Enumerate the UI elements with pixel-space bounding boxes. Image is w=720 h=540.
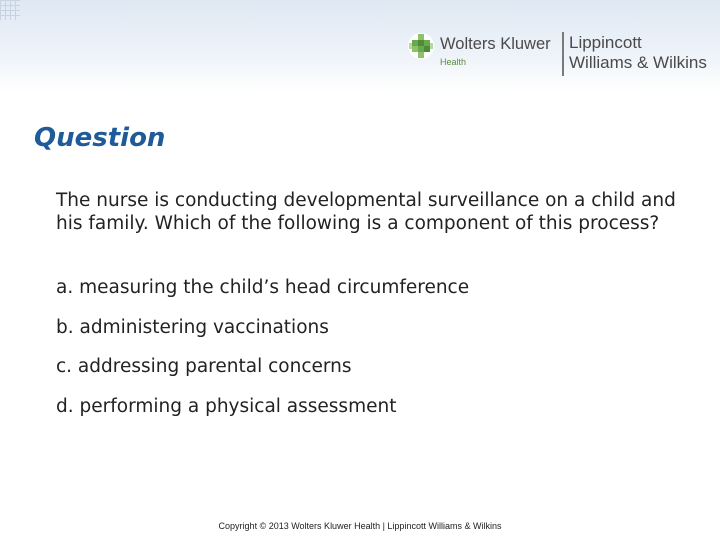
answer-option-d: d. performing a physical assessment (56, 396, 397, 417)
publisher-logo (407, 28, 715, 78)
logo-divider (562, 32, 564, 76)
logo-lippincott-text: Lippincott (569, 33, 642, 52)
answer-option-a: a. measuring the child’s head circumference (56, 277, 470, 298)
wolters-kluwer-logo-icon (407, 32, 435, 60)
logo-williams-wilkins-text: Williams & Wilkins (569, 53, 707, 72)
copyright-footer: Copyright © 2013 Wolters Kluwer Health | Lippincott Williams & Wilkins (218, 521, 502, 531)
question-text: The nurse is conducting developmental surveillance on a child and his family. Which of the following is a component of this process? (56, 190, 676, 234)
slide-title: Question (34, 123, 166, 153)
logo-health-text: Health (440, 57, 467, 67)
answer-option-b: b. administering vaccinations (56, 317, 329, 338)
corner-grid-decoration (0, 0, 20, 20)
logo-wolters-kluwer-text: Wolters Kluwer (440, 35, 551, 53)
answer-option-c: c. addressing parental concerns (56, 356, 352, 377)
